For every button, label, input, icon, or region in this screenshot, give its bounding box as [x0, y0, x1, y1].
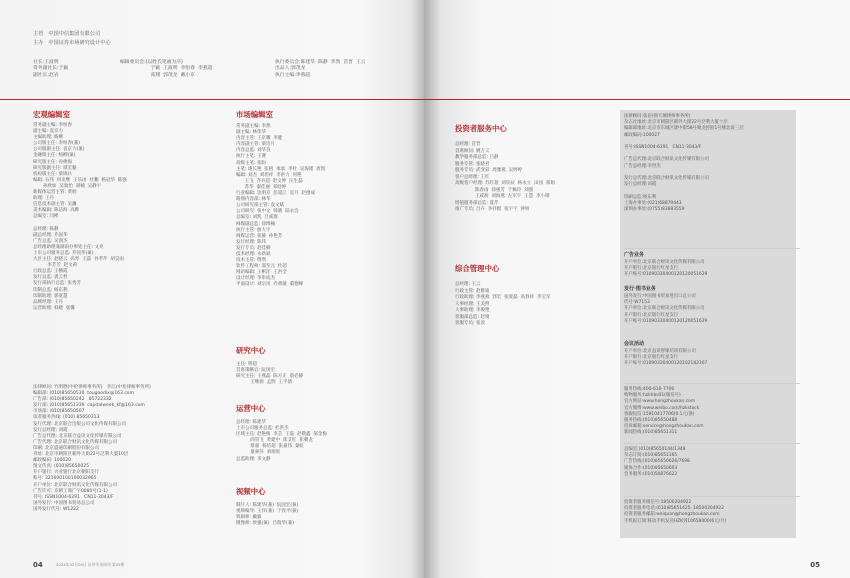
header-rule: [0, 99, 424, 100]
left-page: [0, 0, 424, 578]
issue-footnote: 2024年02月04日 证券市场周刊 第05期: [56, 562, 125, 567]
legal-address-block: 法律顾问:张岩(锦天城律师事务所) 杂志社地址:北京市朝阳区朝外大街22号泛利大厦十层 编辑部地址:北京市东城区建中街58号聚龙控股1号楼北段三层 邮政编码:100027 刊号:ISSN1004-6291 CN11-3043/F 广告总代理:北京联合财讯文化传媒有限公司 广告总经理:李世杰 发行总代理:北京联合财讯文化传媒有限公司 发行总经理:刘霞 印刷总监:杨东利 上海办事处:(021)68879443 深圳办事处:(0755)83683559: [624, 114, 744, 213]
page-number-right: 05: [810, 561, 820, 569]
section-title-admin: 综合管理中心: [455, 264, 500, 273]
video-staff-list: 制片人: 陈建华(兼) 阮国宏(兼) 视频编导: 王洋(兼) 于孜平(兼) 剪辑师: 戴毅 摄像师: 侯强(兼) 吕瑞华(兼): [236, 503, 299, 527]
contact-info: 法律顾问: 竹明德(中伦律师事务所) 李江(中兆律师事务所) 编辑部: (010)85650530 tougaodix@163.com 广告部: (010)85650242 85722332 发行部: (010)85651339 capitalweek_kf@163.com 市场部: (010)85650507 读者服务热线: (010) 85650313 发行代理: 北京联合出版公司文化传媒有限公司 发行总经理: 刘霞 广告总代理: 北京联合益讯文化传媒有限公司 广告代理: 北京联合财讯文化传媒有限公司 印刷: 北京盛通印刷股份有限公司 刊址: 北京市朝阳区朝外大街22号泛利大厦10层 邮政编码: 100020 图文传真: (010)85650025 开户银行: 兴业银行北京朝阳支行 账号: 321600100100032965 开户单位: 北京联合财讯文化传媒有限公司 广告许可: 京朝工商广字0080号(1-1) 刊号: ISSN1004-6291 CN11-3043/F 国外发行: 中国图书贸易总公司 国外发行代号: W1222: [33, 385, 151, 512]
ad-business-body: 开户单位:北京联合财讯文化传媒有限公司 开户银行:北京银行红星支行 开户账号:01090330400120120051629: [624, 260, 708, 278]
credits-col-3: 执行委员会:陈建华 陈静 李然 首晋 王云 出品人:郭茂龙 执行主编:李燕超: [275, 60, 366, 78]
investor-staff-list: 总经理: 首晋 首席顾问: 姚万义 教学服务部总监: 吕静 服务专管: 张晓君 服务专员: 武变彩 周雅燕 吴婷婷 客户总经理: 王红 高级客户经理: 苏红超 刘崇辰 杨永立 田园 郑娟 陈春雨 徐惠芳 于佩玲 刘强 王咸润 刘海燕 左军宇 王慧 李小钢 增值服务部总监: 夏芹 推广专员: 吕卉 李抒群 张宇宇 钟妍: [455, 142, 555, 212]
market-staff-list: 常务副主编: 李然 副主编: 林伟华 内容主管: 王京耀 李健 内容副主管: 梁培月 内容总监: 刘华良 执行主笔: 王赛 高级主笔: 张盼 主笔: 谢长艳 张梧 承承 李杜 吴海瑾 唐凯 编辑: 刘杰 刘坦祥 李洪力 何艳 王飞 齐兵超 赵文婷 汪生磊 苏华 秦佳丽 邓晗婷 行业编辑: 边明京 彭超江 袁月 赵德成 路图内容部: 林华 公司研究部主管: 袁文斌 公司研究: 张中文 韩晓 陆永会 总编室: 刘凯 吕威群 网媒副总监: 徐博楠 执行主管: 曲大宇 网媒运营: 张静 孙艳芳 发行经理: 陈伟 发行专员: 赵佳楠 技术经理: 永新斌 技术主管: 傅然 软件工程师: 邵至元 杜超 网站编辑: 王彬洋 王洪全 设计经理: 李彤成杰 平面设计: 刘宗岚 乔蕾敏 董德峰: [236, 124, 326, 288]
panel-divider: [624, 383, 800, 384]
credits-col-2: 编辑委员会:(以姓氏笔画为序) 于颖 王波明 李恒春 李燕超 高翔 郭茂龙 戴小京: [120, 60, 213, 78]
masthead: [33, 30, 111, 48]
section-title-research: 研究中心: [236, 346, 266, 355]
conference-body: 开户单位:北京益讯智媒培训有限公司 开户银行:北京银行红星支行 开户账号:01090330400120102182307: [624, 349, 708, 367]
credits-col-1: 社长:王波明 常务副社长:于颖 副社长:赵岩: [33, 60, 69, 78]
department-phones: 总编室:(010)85650144/1348 杂志订阅:(010)85651165 广告热线:(010)85650626/7698 媒体合作:(010)85650603 会务服务:(010)50876622: [624, 447, 690, 477]
section-title-ops: 运营中心: [236, 404, 266, 413]
masthead-line: 主管 中国中信集团有限公司: [33, 31, 101, 37]
dist-business-body: 国外发行:中国图书贸易进出口总公司 代号:W7153 开户单位:北京联合财讯文化传媒有限公司 开户银行:北京银行红星支行 开户账号:01090330400120120051629: [624, 294, 708, 324]
macro-staff-list: 常务副主编: 李恒春 副主编: 袁京力 主编助理: 杨柳 公司版主任: 李恒春(兼) 公司版副主任: 袁京力(兼) 金融版主任: 杨柳(兼) 研究版主任: 孙俊海 研究版副主任: 谭宏魁 机构版主任: 梁锦兵 编辑: 石伟 何龙继 王乐由 杜鹏 杨冠华 陈强 孙欣如 吴敦怡 胡楠 吴静宇 新媒体运营主管: 黄炳 助理: 王丹 信息技术副主管: 吴濂 美术编辑: 陈洁海 高晔 总编室: 闫彬 总经理: 陈静 副总经理: 乔国华 广告总监: 吴润杰 总经理助理兼湖南办事处主任: 文亮 上市公司服务总监: 乔国华(兼) 大区主任: 赵晓云 高琴 王磊 谷孝芹 胡昊雨 李芳芳 赵文莉 行政总监: 王横霞 发行总监: 裘云哲 发行部执行总监: 张秀芳 印制总监: 杨东利 印制助理: 郭宽慧 品牌经理: 王丹 运营助理: 韩婕 张馨: [33, 123, 127, 311]
section-title-macro: 宏观编辑室: [33, 110, 70, 119]
section-title-video: 视频中心: [236, 487, 266, 496]
panel-divider: [624, 496, 800, 497]
header-rule: [424, 99, 850, 100]
ops-staff-list: 总经理: 陈建华 上市公司服务总监: 杜洪杰 区域主任: 赵艳梅 李芸 王磊 赵敬鑫 郝金梅 尚崇飞 黄建中 郎艾红 崔朝龙 蔡嘉 杨培超 张嘉伟 秦虹 童翠莎 刘瑞瑶 总监助理: 李文静: [236, 420, 327, 462]
section-title-investor: 投资者服务中心: [455, 124, 507, 133]
panel-divider: [624, 443, 800, 444]
right-page: [424, 0, 850, 578]
section-title-market: 市场编辑室: [236, 110, 273, 119]
ad-business-title: 广告业务: [624, 252, 645, 258]
research-staff-list: 主任: 明超 首席策略官: 阮国宏 研究主任: 王燕磊 陈方正 蔡必静 王继源 孟煦 王平倩: [236, 362, 304, 386]
investor-contacts: 投资者服务微信号:18500204922 投资者服务电话:(010)85651425, 18500204922 投资者服务邮箱:weiquan@hongzhoukan.com 手机报订阅:移动手机发送HZK到10658000(6元/月): [624, 500, 727, 524]
service-contacts: 服务热线:400-616-7706 购物服务:hzkhbs01(微信号) 官方网站:www.hongzhoukan.com 官方微博:www.weibo.com/hzkstock 客服短信:15910417706(0.1元/条) 服务热线:(010)85650488 投诉邮箱:service@hongzhoukan.com 新闻热线:(010)85651311: [624, 387, 704, 436]
admin-staff-list: 总经理: 王云 行政主管: 赵雅迪 行政助理: 李燕燕 郭宏 张爱磊 高春祥 李宝军 人事经理: 王美煦 人事助理: 李俊艳 客服部总监: 赵婧 客服专员: 张羡: [455, 282, 551, 326]
conference-title: 会议活动: [624, 341, 645, 347]
page-number-left: 04: [33, 561, 43, 569]
dist-business-title: 发行·图书业务: [624, 286, 656, 292]
masthead-line: 主办 中国证券市场研究设计中心: [33, 40, 111, 46]
panel-divider: [624, 248, 800, 249]
